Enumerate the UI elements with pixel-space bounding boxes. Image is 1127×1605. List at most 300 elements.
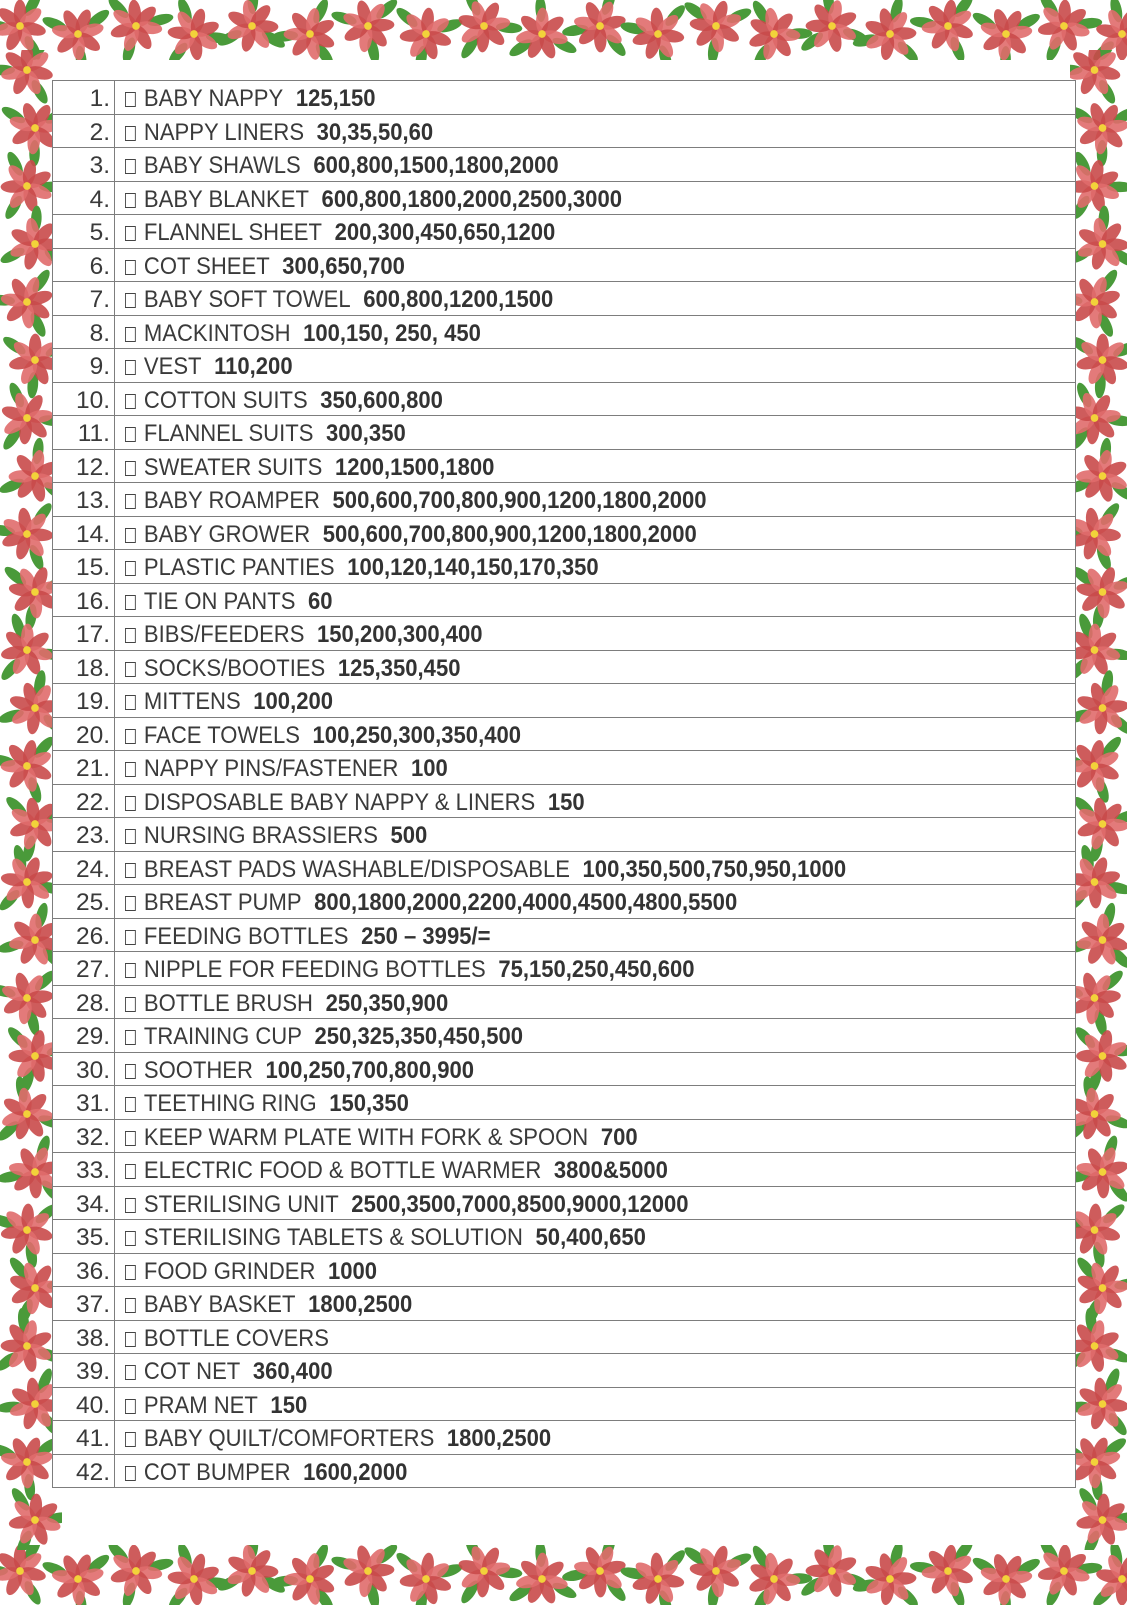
table-row — [53, 918, 1076, 952]
item-number-cell — [53, 315, 115, 349]
item-number-cell — [53, 550, 115, 584]
checkbox-icon[interactable] — [125, 1298, 136, 1313]
item-price: 500,600,700,800,900,1200,1800,2000 — [332, 487, 707, 514]
item-name: SOOTHER — [143, 1056, 253, 1084]
item-cell — [115, 449, 1076, 483]
checkbox-icon[interactable] — [125, 159, 136, 174]
item-price: 350,600,800 — [320, 386, 443, 414]
item-number-cell — [53, 215, 115, 249]
item-cell — [115, 81, 1076, 115]
checkbox-icon[interactable] — [125, 1231, 136, 1246]
checkbox-icon[interactable] — [125, 1466, 136, 1481]
item-price: 100,200 — [253, 688, 333, 715]
item-number: 36. — [75, 1257, 110, 1285]
item-price: 150,350 — [329, 1090, 409, 1117]
table-row — [53, 1253, 1076, 1287]
item-cell — [115, 818, 1076, 852]
item-name: NIPPLE FOR FEEDING BOTTLES — [143, 956, 486, 983]
item-price: 1800,2500 — [446, 1425, 552, 1452]
item-cell — [115, 483, 1076, 517]
checkbox-icon[interactable] — [125, 360, 136, 375]
checkbox-icon[interactable] — [125, 92, 136, 107]
item-cell — [115, 1387, 1076, 1421]
item-price: 1000 — [328, 1257, 378, 1285]
table-row — [53, 784, 1076, 818]
border-top-poinsettia — [0, 0, 1127, 60]
item-number-cell — [53, 1454, 115, 1488]
item-price: 100,150, 250, 450 — [303, 319, 481, 347]
item-number-cell — [53, 416, 115, 450]
poinsettia-icon — [266, 0, 359, 60]
item-number-cell — [53, 985, 115, 1019]
checkbox-icon[interactable] — [125, 930, 136, 945]
item-number-cell — [53, 650, 115, 684]
item-number: 32. — [75, 1123, 110, 1151]
checkbox-icon[interactable] — [125, 1332, 136, 1347]
table-row — [53, 583, 1076, 617]
item-price: 110,200 — [214, 353, 293, 380]
item-price: 100,250,300,350,400 — [312, 721, 521, 749]
item-cell — [115, 181, 1076, 215]
item-number: 30. — [75, 1056, 110, 1084]
checkbox-icon[interactable] — [125, 1265, 136, 1280]
checkbox-icon[interactable] — [125, 1030, 136, 1045]
checkbox-icon[interactable] — [125, 494, 136, 509]
checkbox-icon[interactable] — [125, 1399, 136, 1414]
table-row — [53, 684, 1076, 718]
item-number: 25. — [75, 889, 110, 916]
item-cell — [115, 315, 1076, 349]
item-name: TEETHING RING — [143, 1090, 317, 1117]
table-row — [53, 148, 1076, 182]
item-number-cell — [53, 1052, 115, 1086]
table-row — [53, 1153, 1076, 1187]
checkbox-icon[interactable] — [125, 595, 136, 610]
checkbox-icon[interactable] — [125, 327, 136, 342]
border-bottom-poinsettia — [0, 1545, 1127, 1605]
item-name: PRAM NET — [143, 1391, 258, 1419]
table-row — [53, 1119, 1076, 1153]
table-row — [53, 650, 1076, 684]
poinsettia-icon — [1070, 560, 1127, 636]
table-row — [53, 114, 1076, 148]
item-number: 1. — [89, 85, 110, 112]
item-number-cell — [53, 1421, 115, 1455]
checkbox-icon[interactable] — [125, 528, 136, 543]
item-number: 10. — [75, 386, 110, 414]
item-name: BABY QUILT/COMFORTERS — [143, 1425, 435, 1452]
checkbox-icon[interactable] — [125, 628, 136, 643]
item-number-cell — [53, 717, 115, 751]
item-number: 6. — [89, 252, 110, 280]
item-name: PLASTIC PANTIES — [143, 554, 335, 581]
item-price: 125,350,450 — [337, 654, 461, 682]
table-row — [53, 1287, 1076, 1321]
item-name: BABY SHAWLS — [143, 152, 301, 179]
item-price: 250,350,900 — [325, 989, 449, 1017]
item-name: TRAINING CUP — [143, 1023, 302, 1050]
item-number: 14. — [75, 520, 110, 548]
item-price: 300,650,700 — [282, 252, 405, 280]
item-name: BREAST PADS WASHABLE/DISPOSABLE — [143, 855, 570, 883]
item-cell — [115, 985, 1076, 1019]
poinsettia-icon — [905, 0, 980, 60]
item-name: FOOD GRINDER — [143, 1257, 316, 1285]
item-cell — [115, 416, 1076, 450]
poinsettia-icon — [215, 0, 289, 54]
item-number-cell — [53, 885, 115, 919]
item-name: BABY SOFT TOWEL — [143, 286, 351, 313]
table-row — [53, 985, 1076, 1019]
checkbox-icon[interactable] — [125, 729, 136, 744]
item-cell — [115, 751, 1076, 785]
poinsettia-icon — [0, 50, 54, 106]
table-row — [53, 382, 1076, 416]
checkbox-icon[interactable] — [125, 427, 136, 442]
item-price: 75,150,250,450,600 — [498, 956, 695, 983]
item-number: 5. — [89, 219, 110, 246]
item-cell — [115, 550, 1076, 584]
checkbox-icon[interactable] — [125, 1064, 136, 1079]
item-number: 26. — [75, 922, 110, 950]
item-cell — [115, 382, 1076, 416]
poinsettia-icon — [676, 1545, 754, 1605]
item-price: 500 — [390, 822, 428, 849]
item-number-cell — [53, 1119, 115, 1153]
item-name: COTTON SUITS — [143, 386, 308, 414]
item-cell — [115, 1052, 1076, 1086]
item-number: 15. — [75, 554, 110, 581]
item-number-cell — [53, 1287, 115, 1321]
item-name: NAPPY LINERS — [143, 118, 305, 146]
item-price: 30,35,50,60 — [316, 118, 434, 146]
item-name: FEEDING BOTTLES — [143, 922, 349, 950]
poinsettia-icon — [1070, 723, 1127, 807]
item-number-cell — [53, 1153, 115, 1187]
item-price: 100,250,700,800,900 — [265, 1056, 475, 1084]
item-price: 150 — [270, 1391, 308, 1419]
item-number-cell — [53, 1019, 115, 1053]
item-cell — [115, 851, 1076, 885]
item-number: 37. — [75, 1291, 110, 1318]
table-row — [53, 1454, 1076, 1488]
item-price: 200,300,450,650,1200 — [334, 219, 556, 246]
item-name: KEEP WARM PLATE WITH FORK & SPOON — [143, 1123, 589, 1151]
poinsettia-icon — [1070, 1365, 1127, 1444]
item-price: 800,1800,2000,2200,4000,4500,4800,5500 — [314, 889, 738, 916]
table-row — [53, 215, 1076, 249]
item-cell — [115, 1186, 1076, 1220]
table-row — [53, 617, 1076, 651]
list-body — [53, 81, 1076, 1488]
poinsettia-icon — [844, 1545, 926, 1605]
item-number: 3. — [89, 152, 110, 179]
item-number-cell — [53, 181, 115, 215]
checkbox-icon[interactable] — [125, 561, 136, 576]
item-cell — [115, 282, 1076, 316]
item-name: FACE TOWELS — [143, 721, 300, 749]
item-name: TIE ON PANTS — [143, 587, 296, 615]
item-cell — [115, 215, 1076, 249]
item-name: BABY BLANKET — [143, 185, 309, 213]
item-number: 28. — [75, 989, 110, 1017]
item-number: 4. — [89, 185, 110, 213]
item-cell — [115, 1220, 1076, 1254]
item-number-cell — [53, 751, 115, 785]
item-number-cell — [53, 81, 115, 115]
table-row — [53, 1421, 1076, 1455]
item-number: 8. — [89, 319, 110, 347]
item-cell — [115, 784, 1076, 818]
table-row — [53, 181, 1076, 215]
item-number-cell — [53, 148, 115, 182]
table-row — [53, 1186, 1076, 1220]
checkbox-icon[interactable] — [125, 963, 136, 978]
item-name: NURSING BRASSIERS — [143, 822, 378, 849]
table-row — [53, 717, 1076, 751]
item-name: BREAST PUMP — [143, 889, 302, 916]
border-right-poinsettia — [1070, 50, 1127, 1550]
table-row — [53, 449, 1076, 483]
item-number-cell — [53, 851, 115, 885]
item-price: 100,350,500,750,950,1000 — [582, 855, 847, 883]
checkbox-icon[interactable] — [125, 762, 136, 777]
item-number-cell — [53, 449, 115, 483]
item-cell — [115, 650, 1076, 684]
item-price: 50,400,650 — [535, 1224, 646, 1251]
item-number: 11. — [77, 420, 110, 447]
checkbox-icon[interactable] — [125, 461, 136, 476]
item-number: 39. — [75, 1358, 110, 1385]
item-number: 7. — [89, 286, 110, 313]
item-number: 41. — [75, 1425, 110, 1452]
poinsettia-icon — [0, 1545, 47, 1605]
item-cell — [115, 1421, 1076, 1455]
item-cell — [115, 1119, 1076, 1153]
item-name: BABY GROWER — [143, 520, 311, 548]
item-price: 250,325,350,450,500 — [314, 1023, 523, 1050]
item-number-cell — [53, 1387, 115, 1421]
item-name: STERILISING TABLETS & SOLUTION — [143, 1224, 523, 1251]
checkbox-icon[interactable] — [125, 896, 136, 911]
item-number: 21. — [75, 755, 110, 782]
table-row — [53, 550, 1076, 584]
item-price: 600,800,1200,1500 — [363, 286, 554, 313]
table-row — [53, 81, 1076, 115]
item-number: 22. — [75, 788, 110, 816]
checkbox-icon[interactable] — [125, 1097, 136, 1112]
item-price: 500,600,700,800,900,1200,1800,2000 — [322, 520, 697, 548]
item-number-cell — [53, 1220, 115, 1254]
item-cell — [115, 885, 1076, 919]
item-number: 16. — [75, 587, 110, 615]
item-name: FLANNEL SHEET — [143, 219, 322, 246]
item-cell — [115, 617, 1076, 651]
item-number-cell — [53, 483, 115, 517]
checkbox-icon[interactable] — [125, 829, 136, 844]
table-row — [53, 1052, 1076, 1086]
item-number-cell — [53, 818, 115, 852]
item-cell — [115, 1086, 1076, 1120]
item-cell — [115, 1019, 1076, 1053]
poinsettia-icon — [676, 0, 754, 60]
item-price: 250 – 3995/= — [361, 922, 491, 950]
checkbox-icon[interactable] — [125, 796, 136, 811]
checkbox-icon[interactable] — [125, 1198, 136, 1213]
item-cell — [115, 148, 1076, 182]
item-cell — [115, 248, 1076, 282]
item-cell — [115, 1287, 1076, 1321]
checkbox-icon[interactable] — [125, 1131, 136, 1146]
table-row — [53, 315, 1076, 349]
item-number: 33. — [75, 1157, 110, 1184]
item-number-cell — [53, 784, 115, 818]
table-row — [53, 818, 1076, 852]
item-cell — [115, 1354, 1076, 1388]
item-number: 24. — [75, 855, 110, 883]
item-price: 360,400 — [252, 1358, 333, 1385]
item-name: NAPPY PINS/FASTENER — [143, 755, 399, 782]
item-name: BIBS/FEEDERS — [143, 621, 305, 648]
item-name: VEST — [143, 353, 202, 380]
item-number: 34. — [75, 1190, 110, 1218]
poinsettia-icon — [905, 1545, 980, 1605]
table-row — [53, 349, 1076, 383]
table-row — [53, 416, 1076, 450]
item-name: COT BUMPER — [143, 1458, 291, 1486]
baby-items-price-list — [52, 80, 1076, 1488]
item-number-cell — [53, 952, 115, 986]
item-price: 150,200,300,400 — [317, 621, 483, 648]
item-number-cell — [53, 516, 115, 550]
item-number: 35. — [75, 1224, 110, 1251]
item-number-cell — [53, 349, 115, 383]
table-row — [53, 885, 1076, 919]
item-number: 20. — [75, 721, 110, 749]
item-price: 125,150 — [295, 85, 376, 112]
item-cell — [115, 684, 1076, 718]
item-name: ELECTRIC FOOD & BOTTLE WARMER — [143, 1157, 542, 1184]
checkbox-icon[interactable] — [125, 863, 136, 878]
poinsettia-icon — [724, 0, 819, 60]
item-number: 12. — [75, 453, 110, 481]
checkbox-icon[interactable] — [125, 1164, 136, 1179]
poinsettia-icon — [724, 1545, 819, 1605]
poinsettia-icon — [844, 0, 926, 60]
item-cell — [115, 1454, 1076, 1488]
checkbox-icon[interactable] — [125, 997, 136, 1012]
checkbox-icon[interactable] — [125, 1432, 136, 1447]
item-name: SWEATER SUITS — [143, 453, 323, 481]
item-price: 600,800,1500,1800,2000 — [313, 152, 559, 179]
checkbox-icon[interactable] — [125, 695, 136, 710]
item-number: 42. — [75, 1458, 110, 1486]
item-price: 150 — [547, 788, 585, 816]
item-number-cell — [53, 114, 115, 148]
item-price: 1800,2500 — [308, 1291, 413, 1318]
item-cell — [115, 918, 1076, 952]
item-number: 27. — [75, 956, 110, 983]
checkbox-icon[interactable] — [125, 394, 136, 409]
item-number-cell — [53, 1186, 115, 1220]
item-number-cell — [53, 1253, 115, 1287]
item-price: 1200,1500,1800 — [334, 453, 495, 481]
poinsettia-icon — [215, 1545, 289, 1599]
table-row — [53, 1354, 1076, 1388]
item-price: 100 — [410, 755, 448, 782]
table-row — [53, 1086, 1076, 1120]
item-price: 700 — [600, 1123, 638, 1151]
item-number-cell — [53, 282, 115, 316]
item-price: 2500,3500,7000,8500,9000,12000 — [351, 1190, 689, 1218]
item-number: 31. — [75, 1090, 110, 1117]
item-name: FLANNEL SUITS — [143, 420, 314, 447]
item-number: 2. — [89, 118, 110, 146]
poinsettia-icon — [266, 1545, 359, 1605]
item-number: 40. — [75, 1391, 110, 1419]
item-name: COT NET — [143, 1358, 241, 1385]
poinsettia-icon — [389, 0, 474, 60]
item-cell — [115, 114, 1076, 148]
table-row — [53, 516, 1076, 550]
poinsettia-icon — [1070, 50, 1122, 106]
item-number-cell — [53, 684, 115, 718]
item-name: MACKINTOSH — [143, 319, 291, 347]
item-number: 29. — [75, 1023, 110, 1050]
table-row — [53, 952, 1076, 986]
table-row — [53, 851, 1076, 885]
item-number-cell — [53, 382, 115, 416]
checkbox-icon[interactable] — [125, 226, 136, 241]
item-number-cell — [53, 248, 115, 282]
item-name: MITTENS — [143, 688, 241, 715]
checkbox-icon[interactable] — [125, 1365, 136, 1380]
item-cell — [115, 1153, 1076, 1187]
checkbox-icon[interactable] — [125, 193, 136, 208]
item-number-cell — [53, 1354, 115, 1388]
item-number: 19. — [75, 688, 110, 715]
item-price: 3800&5000 — [553, 1157, 668, 1184]
checkbox-icon[interactable] — [125, 260, 136, 275]
item-name: BABY ROAMPER — [143, 487, 320, 514]
checkbox-icon[interactable] — [125, 126, 136, 141]
table-row — [53, 1387, 1076, 1421]
table-row — [53, 751, 1076, 785]
item-name: BABY NAPPY — [143, 85, 284, 112]
table-row — [53, 248, 1076, 282]
poinsettia-icon — [389, 1545, 474, 1605]
item-price: 60 — [308, 587, 333, 615]
item-price: 100,120,140,150,170,350 — [347, 554, 599, 581]
item-price: 300,350 — [326, 420, 406, 447]
checkbox-icon[interactable] — [125, 662, 136, 677]
item-price: 600,800,1800,2000,2500,3000 — [321, 185, 622, 213]
item-number: 13. — [75, 487, 110, 514]
checkbox-icon[interactable] — [125, 293, 136, 308]
item-cell — [115, 717, 1076, 751]
item-cell — [115, 583, 1076, 617]
item-name: BOTTLE COVERS — [143, 1324, 329, 1352]
item-name: COT SHEET — [143, 252, 270, 280]
item-name: DISPOSABLE BABY NAPPY & LINERS — [143, 788, 536, 816]
item-number-cell — [53, 617, 115, 651]
item-name: BOTTLE BRUSH — [143, 989, 313, 1017]
item-cell — [115, 349, 1076, 383]
item-number-cell — [53, 1086, 115, 1120]
item-cell — [115, 1253, 1076, 1287]
item-number: 38. — [75, 1324, 110, 1352]
item-price: 1600,2000 — [303, 1458, 408, 1486]
